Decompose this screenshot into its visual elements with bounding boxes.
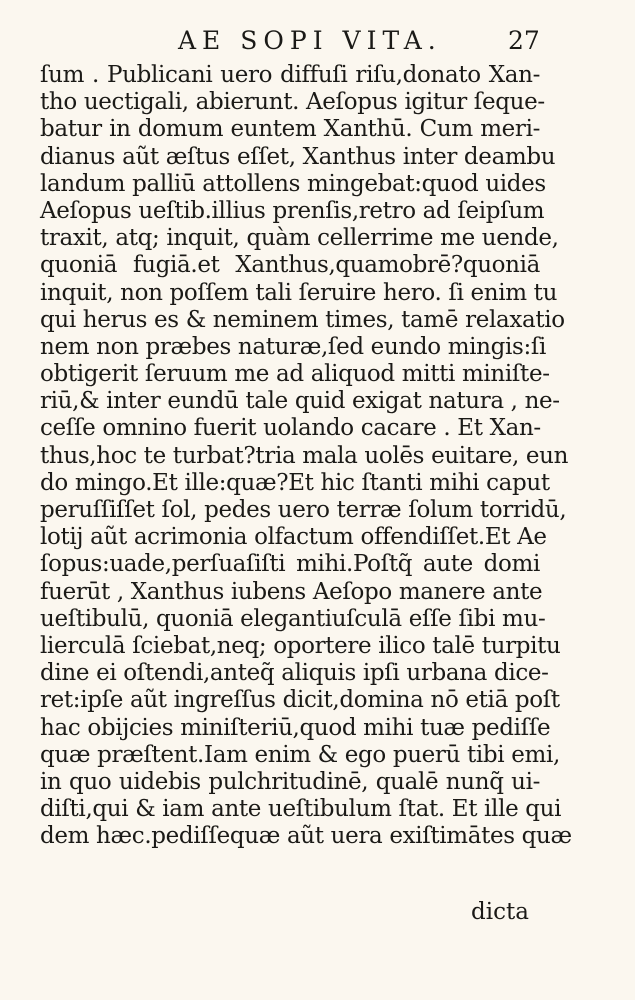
text-line: ret:ipſe aũt ingreſſus dicit,domina nō etiā poſt xyxy=(40,687,560,714)
text-line: lierculā ſciebat,neq; oportere ilico talē turpitu xyxy=(40,632,561,659)
text-line: ſum . Publicani uero diffuſi riſu,donato Xan- xyxy=(40,62,540,88)
text-line: in quo uidebis pulchritudinē, qualē nunq̃ ui- xyxy=(40,768,540,795)
text-line: ceſſe omnino fuerit uolando cacare . Et Xan- xyxy=(40,415,541,442)
text-line: obtigerit ſeruum me ad aliquod mitti miniſte- xyxy=(40,361,550,388)
text-line: ſopus:uade,perſuaſiſti mihi.Poſtq̃ aute domi xyxy=(40,551,540,578)
text-line: peruſſiſſet ſol, pedes uero terræ ſolum torridū, xyxy=(40,497,567,523)
page-header xyxy=(0,26,635,58)
text-line: qui herus es & neminem times, tamē relaxatio xyxy=(40,306,565,333)
text-line: lotij aũt acrimonia olfactum offendiſſet.Et Ae xyxy=(40,524,547,551)
text-line: quoniā fugiā.et Xanthus,quamobrē?quoniā xyxy=(40,252,540,279)
running-head: AE SOPI VITA. xyxy=(178,26,442,55)
text-line: fuerūt , Xanthus iubens Aeſopo manere ante xyxy=(40,578,543,605)
text-line: dine ei oſtendi,anteq̃ aliquis ipſi urbana dice- xyxy=(40,660,549,687)
text-line: dem hæc.pediſſequæ aũt uera exiſtimātes quæ xyxy=(40,823,572,850)
text-line: hac obijcies miniſteriū,quod mihi tuæ pediſſe xyxy=(40,714,551,741)
text-line: thus,hoc te turbat?tria mala uolēs euitare, eun xyxy=(40,442,569,469)
text-line: nem non præbes naturæ,ſed eundo mingis:ſi xyxy=(40,333,547,360)
text-line: riū,& inter eundū tale quid exigat natura , ne- xyxy=(40,388,560,415)
catchword: dicta xyxy=(471,899,529,925)
text-line: ueſtibulū, quoniā elegantiuſculā eſſe ſibi mu- xyxy=(40,605,546,632)
text-line: Aeſopus ueſtib.illius prenſis,retro ad ſeipſum xyxy=(40,197,545,224)
text-line: diſti,qui & iam ante ueſtibulum ſtat. Et ille qui xyxy=(40,796,562,823)
text-line: batur in domum euntem Xanthū. Cum meri- xyxy=(40,116,540,143)
text-line: tho uectigali, abierunt. Aeſopus igitur ſeque- xyxy=(40,89,545,116)
text-line: dianus aũt æſtus eſſet, Xanthus inter deambu xyxy=(40,143,556,170)
text-line: quæ præſtent.Iam enim & ego puerū tibi emi, xyxy=(40,741,560,768)
text-line: landum palliū attollens mingebat:quod uides xyxy=(40,170,546,197)
text-line: traxit, atq; inquit, quàm cellerrime me uende, xyxy=(40,225,559,252)
text-line: inquit, non poſſem tali ſeruire hero. ſi enim tu xyxy=(40,279,558,306)
text-line: do mingo.Et ille:quæ?Et hic ſtanti mihi caput xyxy=(40,469,550,496)
text-block xyxy=(40,62,572,850)
page-number: 27 xyxy=(508,26,540,55)
